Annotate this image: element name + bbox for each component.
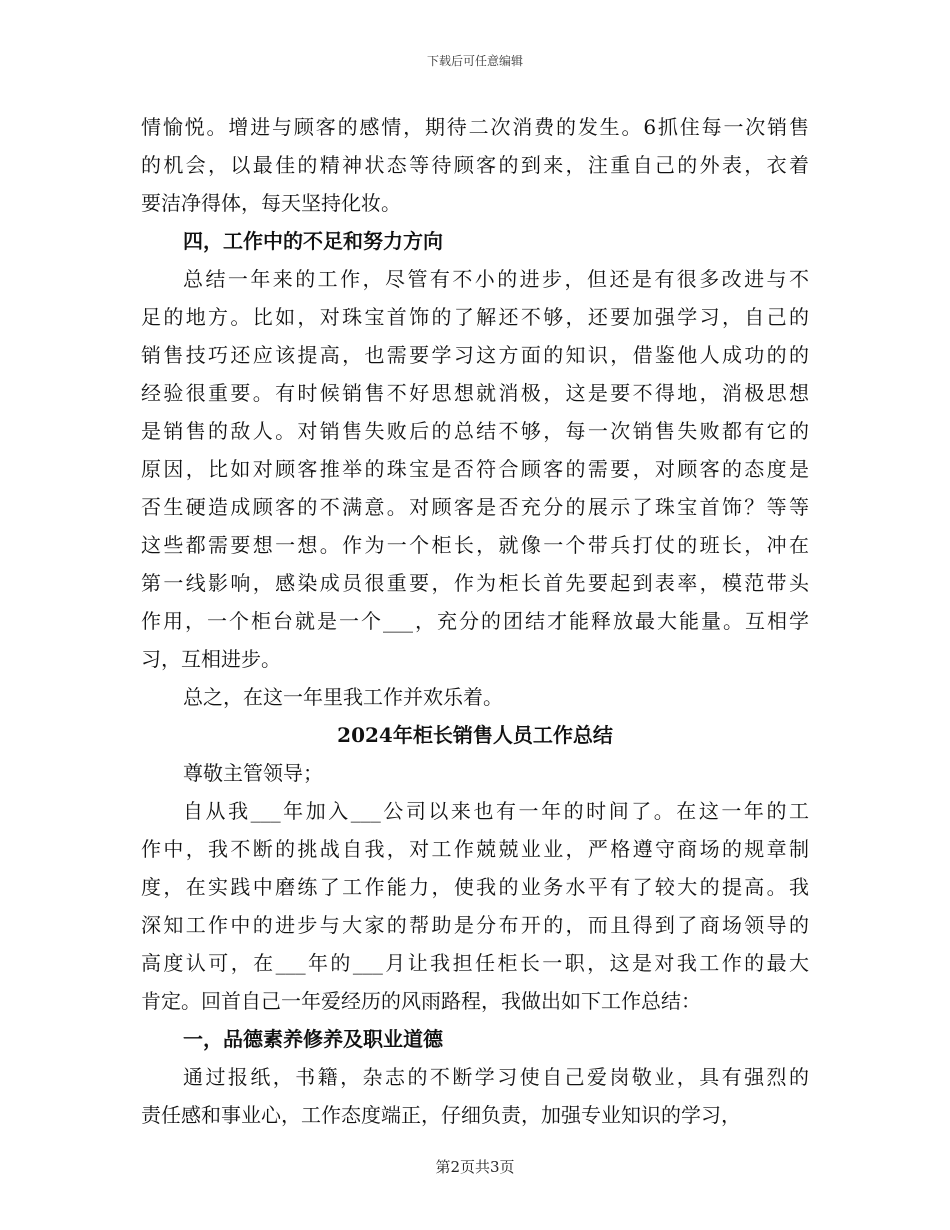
paragraph-line: 要洁净得体，每天坚持化妆。	[141, 191, 401, 215]
document-body	[141, 108, 809, 1134]
paragraph-line: 第一线影响，感染成员很重要，作为柜长首先要起到表率，模范带头	[141, 571, 809, 595]
section-heading: 一，品德素养修养及职业道德	[183, 1027, 443, 1051]
paragraph-line: 情愉悦。增进与顾客的感情，期待二次消费的发生。6抓住每一次销售	[141, 115, 809, 139]
document-title: 2024年柜长销售人员工作总结	[337, 723, 613, 747]
page-footer: 第2页共3页	[435, 1158, 515, 1176]
paragraph-line: 习，互相进步。	[141, 647, 281, 671]
paragraph-line: 原因，比如对顾客推举的珠宝是否符合顾客的需要，对顾客的态度是	[141, 457, 809, 481]
paragraph-line: 否生硬造成顾客的不满意。对顾客是否充分的展示了珠宝首饰？等等	[141, 495, 809, 519]
paragraph-line: 深知工作中的进步与大家的帮助是分布开的，而且得到了商场领导的	[141, 913, 809, 937]
paragraph-line: 经验很重要。有时候销售不好思想就消极，这是要不得地，消极思想	[141, 381, 809, 405]
paragraph-line: 足的地方。比如，对珠宝首饰的了解还不够，还要加强学习，自己的	[141, 305, 809, 329]
paragraph-line: 这些都需要想一想。作为一个柜长，就像一个带兵打仗的班长，冲在	[141, 533, 809, 557]
paragraph-line: 自从我___年加入___公司以来也有一年的时间了。在这一年的工	[183, 799, 809, 823]
paragraph-line: 是销售的敌人。对销售失败后的总结不够，每一次销售失败都有它的	[141, 419, 809, 443]
paragraph-line: 高度认可，在___年的___月让我担任柜长一职，这是对我工作的最大	[141, 951, 809, 975]
paragraph-line: 销售技巧还应该提高，也需要学习这方面的知识，借鉴他人成功的的	[141, 343, 809, 367]
paragraph-line: 作中，我不断的挑战自我，对工作兢兢业业，严格遵守商场的规章制	[141, 837, 809, 861]
page-header: 下载后可任意编辑	[426, 54, 523, 68]
section-heading: 四，工作中的不足和努力方向	[183, 229, 443, 253]
paragraph-line: 肯定。回首自己一年爱经历的风雨路程，我做出如下工作总结：	[141, 989, 701, 1013]
paragraph-line: 总之，在这一年里我工作并欢乐着。	[183, 685, 503, 709]
paragraph-line: 通过报纸，书籍，杂志的不断学习使自己爱岗敬业，具有强烈的	[183, 1065, 809, 1089]
paragraph-line: 度，在实践中磨练了工作能力，使我的业务水平有了较大的提高。我	[141, 875, 809, 899]
salutation: 尊敬主管领导；	[183, 761, 323, 785]
paragraph-line: 总结一年来的工作，尽管有不小的进步，但还是有很多改进与不	[183, 267, 809, 291]
paragraph-line: 责任感和事业心，工作态度端正，仔细负责，加强专业知识的学习，	[141, 1103, 741, 1127]
paragraph-line: 的机会，以最佳的精神状态等待顾客的到来，注重自己的外表，衣着	[141, 153, 809, 177]
paragraph-line: 作用，一个柜台就是一个___，充分的团结才能释放最大能量。互相学	[141, 609, 809, 633]
